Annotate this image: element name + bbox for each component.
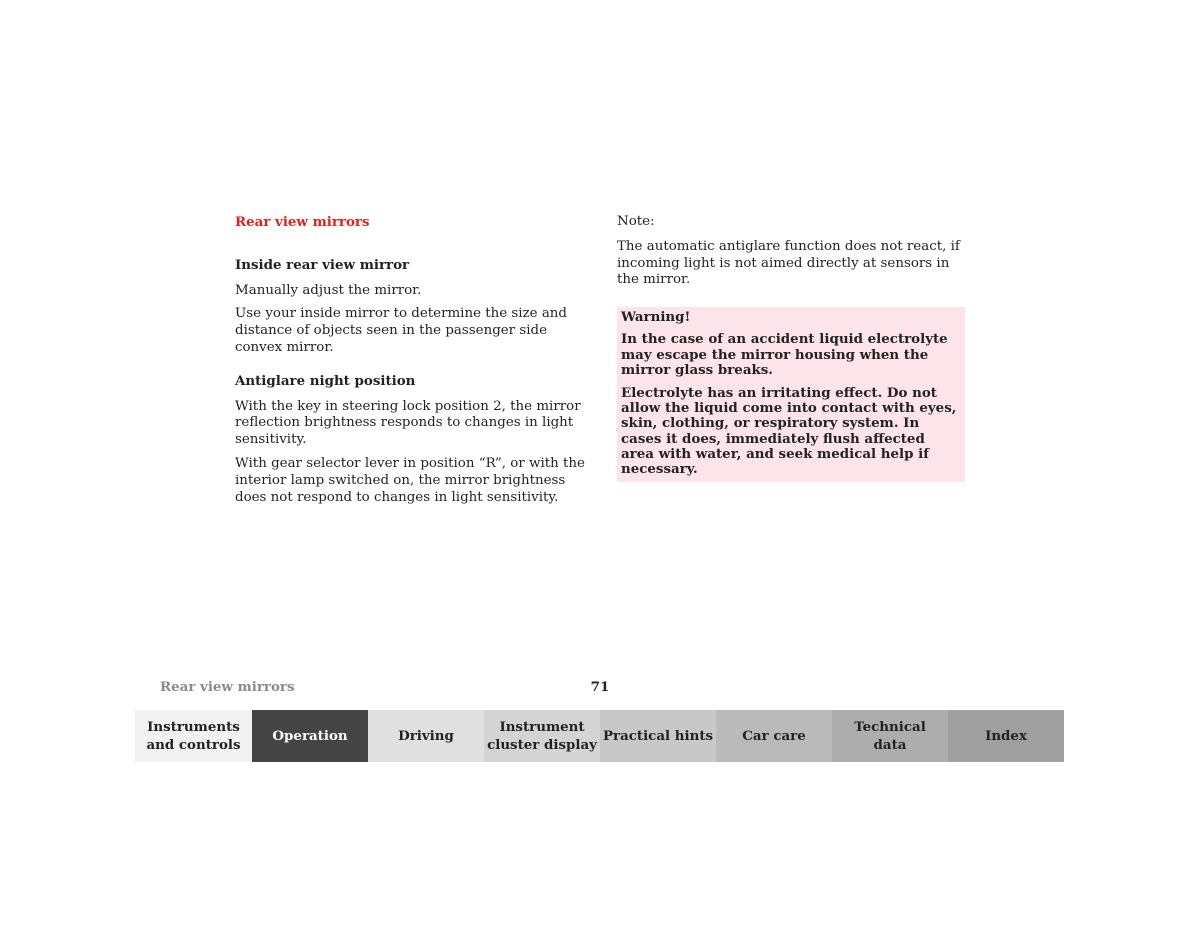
warning-title: Warning!	[621, 309, 691, 326]
inside-mirror-paragraph: Manually adjust the mirror.	[235, 282, 422, 298]
inside-mirror-heading: Inside rear view mirror	[235, 256, 410, 273]
nav-tab-driving[interactable]: Driving	[368, 710, 484, 762]
nav-tab-technical-data[interactable]: Technical data	[832, 710, 948, 762]
inside-mirror-paragraph: Use your inside mirror to determine the size and distance of objects seen in the passenger side convex mirror.	[235, 306, 568, 355]
antiglare-paragraph: With the key in steering lock position 2, the mirror reflection brightness responds to changes in light sensitivity.	[235, 398, 581, 448]
antiglare-paragraph: With gear selector lever in position “R”, or with the interior lamp switched on, the mirror brightness does not respond to changes in light sensitivity.	[235, 455, 585, 505]
footer-section-label: Rear view mirrors	[160, 679, 295, 695]
nav-tab-operation[interactable]: Operation	[252, 710, 368, 762]
nav-tab-car-care[interactable]: Car care	[716, 710, 832, 762]
note-label: Note:	[617, 214, 655, 229]
nav-tab-instrument-cluster-display[interactable]: Instrument cluster display	[484, 710, 600, 762]
left-column	[235, 214, 585, 513]
chapter-navbar	[135, 710, 1064, 762]
section-title: Rear view mirrors	[235, 214, 370, 230]
antiglare-heading: Antiglare night position	[235, 372, 416, 389]
warning-box	[617, 307, 965, 482]
nav-tab-instruments-and-controls[interactable]: Instruments and controls	[135, 710, 252, 762]
right-column	[617, 214, 965, 482]
note-text: The automatic antiglare function does not react, if incoming light is not aimed directly at sensors in the mirror.	[617, 238, 960, 288]
warning-paragraph: In the case of an accident liquid electrolyte may escape the mirror housing when the mirror glass breaks.	[621, 331, 948, 378]
nav-tab-practical-hints[interactable]: Practical hints	[600, 710, 716, 762]
nav-tab-index[interactable]: Index	[948, 710, 1064, 762]
page-number: 71	[590, 679, 610, 695]
warning-paragraph: Electrolyte has an irritating effect. Do not allow the liquid come into contact with eyes, skin, clothing, or respiratory system. In cases it does, immediately flush affected area with water, and seek medical help if necessary.	[621, 385, 957, 478]
